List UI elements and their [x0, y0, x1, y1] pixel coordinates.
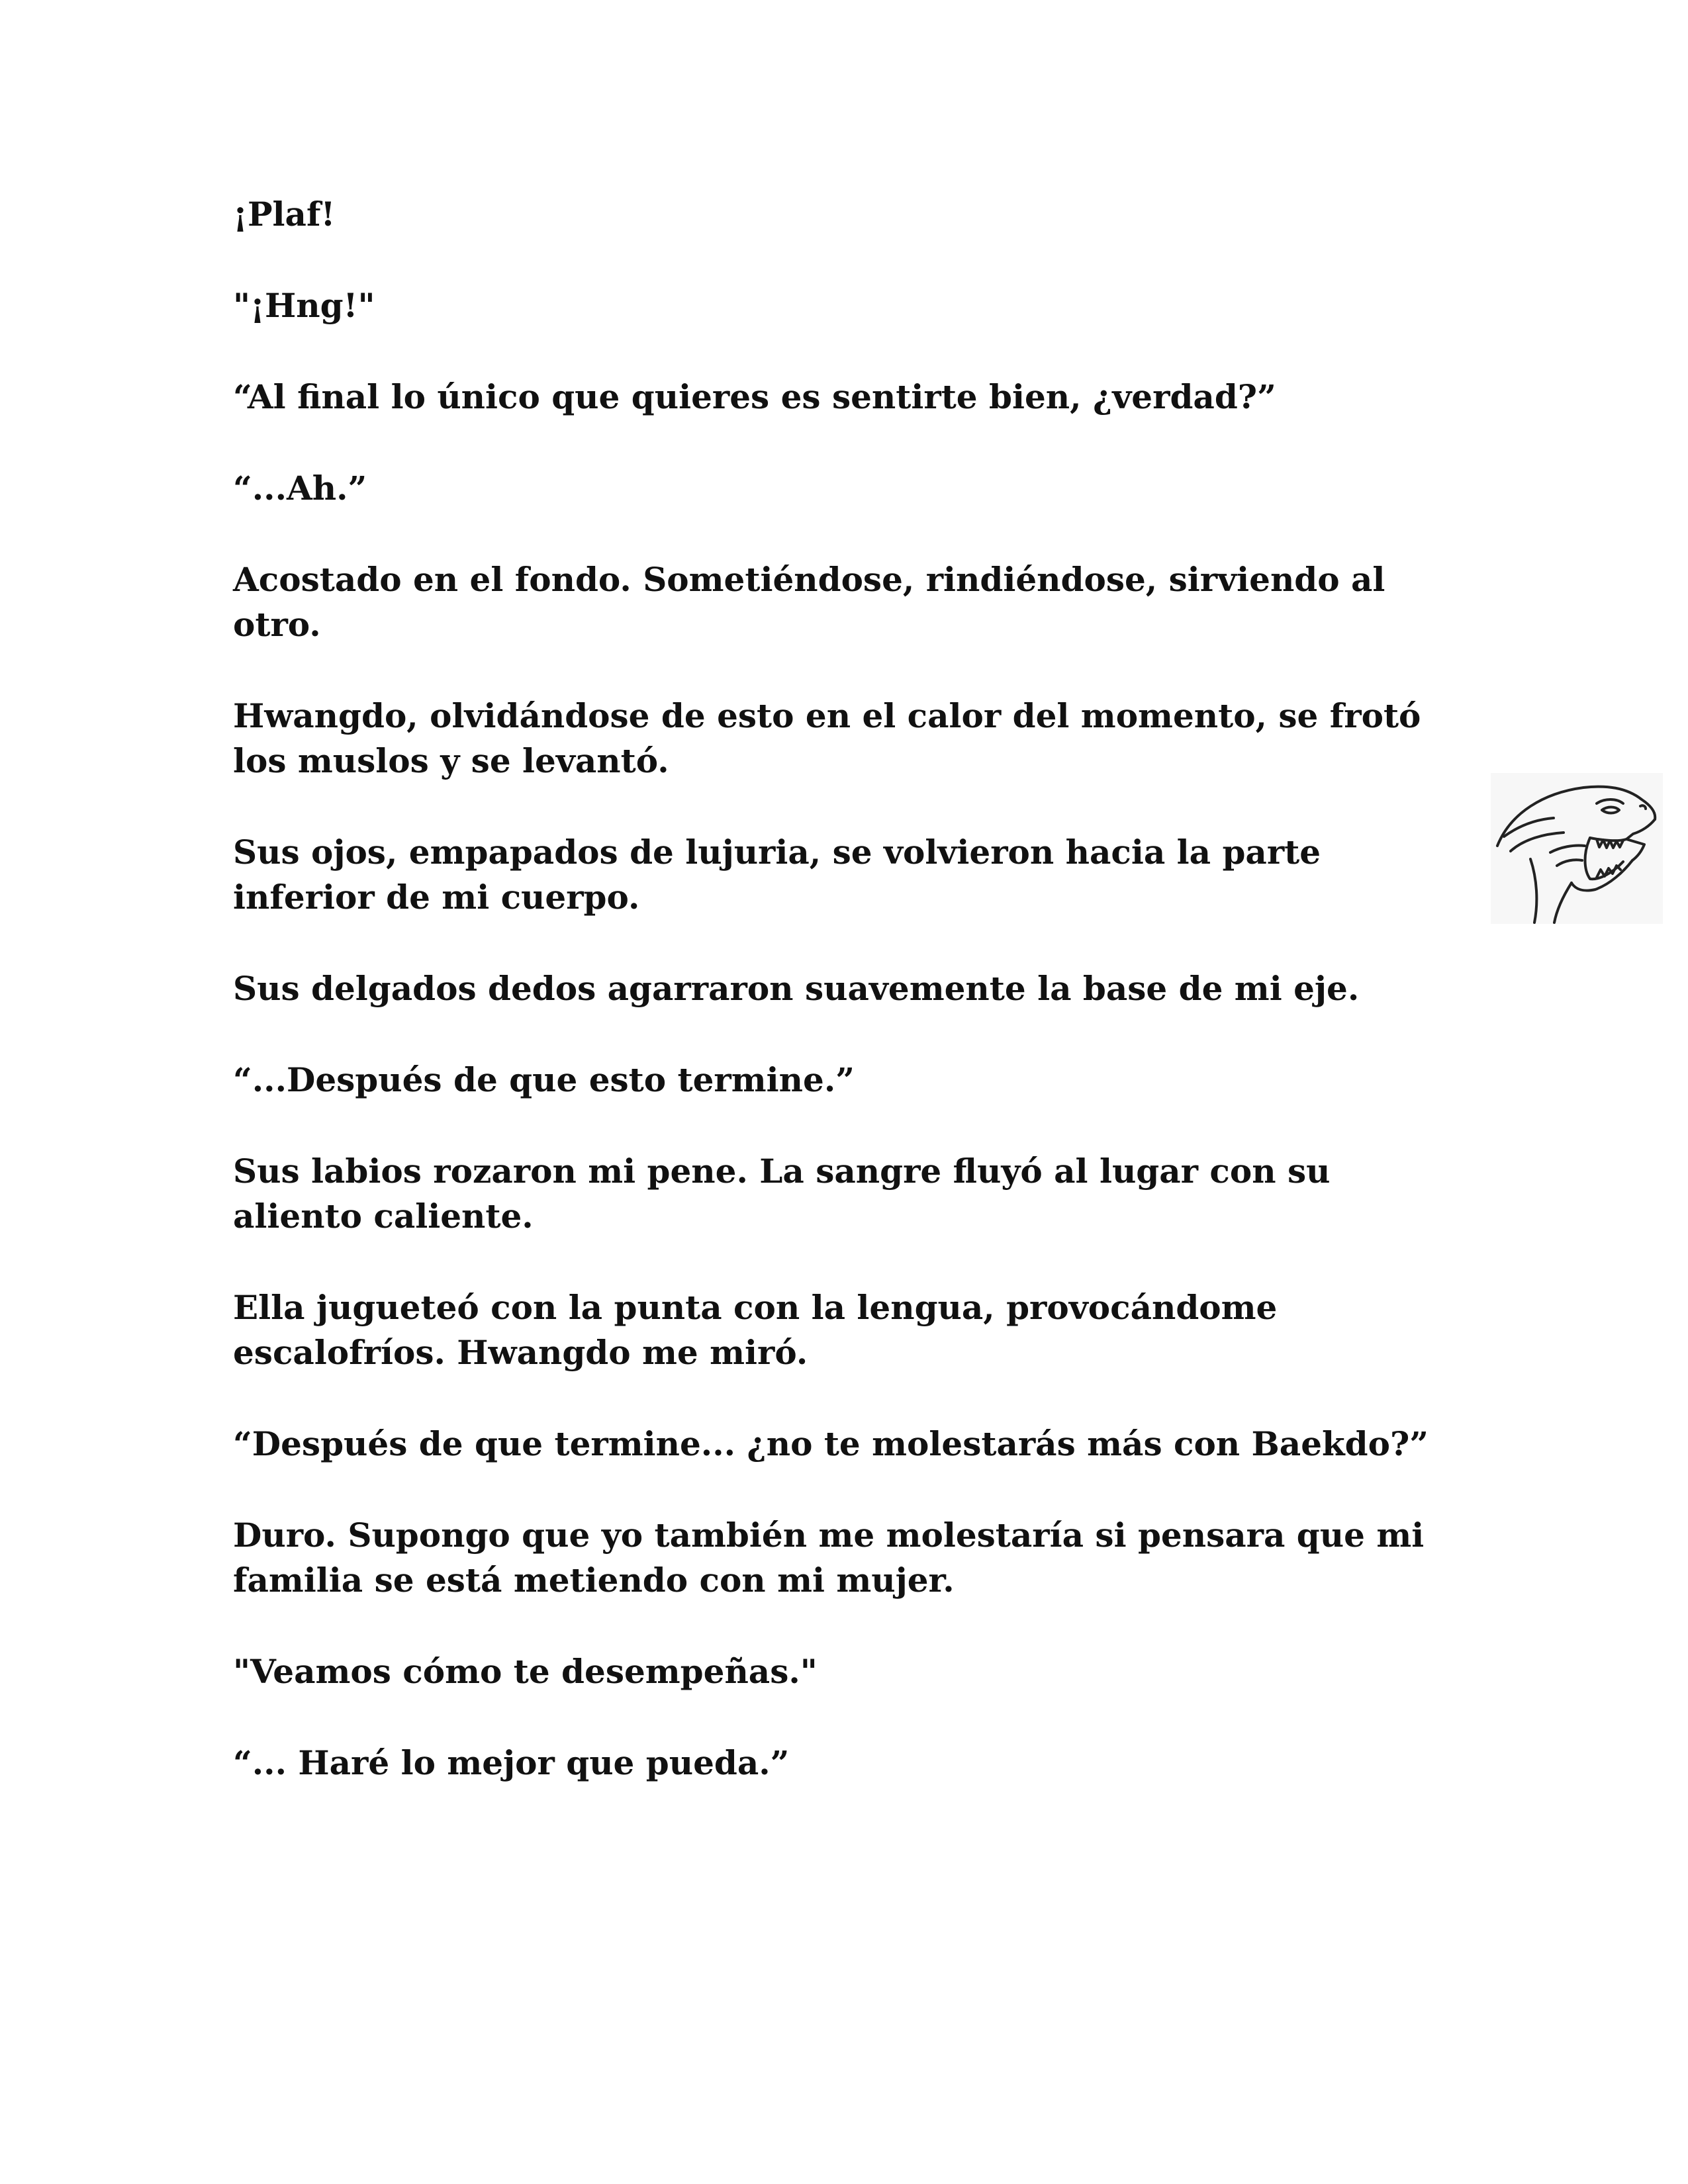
paragraph: “Al final lo único que quieres es sentirte bien, ¿verdad?” [233, 377, 1276, 416]
paragraph: “...Después de que esto termine.” [233, 1060, 855, 1099]
paragraph: Sus delgados dedos agarraron suavemente la base de mi eje. [233, 969, 1360, 1008]
paragraph: "¡Hng!" [233, 286, 375, 325]
paragraph: “... Haré lo mejor que pueda.” [233, 1743, 790, 1782]
paragraph: Hwangdo, olvidándose de esto en el calor del momento, se frotó los muslos y se levantó. [233, 696, 1421, 780]
paragraph: Sus labios rozaron mi pene. La sangre fluyó al lugar con su aliento caliente. [233, 1152, 1331, 1236]
paragraph: Acostado en el fondo. Sometiéndose, rindiéndose, sirviendo al otro. [233, 560, 1385, 644]
paragraph: Sus ojos, empapados de lujuria, se volvieron hacia la parte inferior de mi cuerpo. [233, 833, 1321, 917]
paragraph: Duro. Supongo que yo también me molestaría si pensara que mi familia se está metiendo con mi mujer. [233, 1516, 1425, 1600]
dinosaur-head-icon [1491, 773, 1663, 924]
story-text [233, 192, 1451, 1832]
paragraph: Ella jugueteó con la punta con la lengua, provocándome escalofríos. Hwangdo me miró. [233, 1288, 1278, 1372]
paragraph: "Veamos cómo te desempeñas." [233, 1652, 818, 1691]
paragraph: “Después de que termine... ¿no te molestarás más con Baekdo?” [233, 1424, 1429, 1463]
paragraph: ¡Plaf! [233, 195, 336, 234]
paragraph: “...Ah.” [233, 469, 367, 508]
